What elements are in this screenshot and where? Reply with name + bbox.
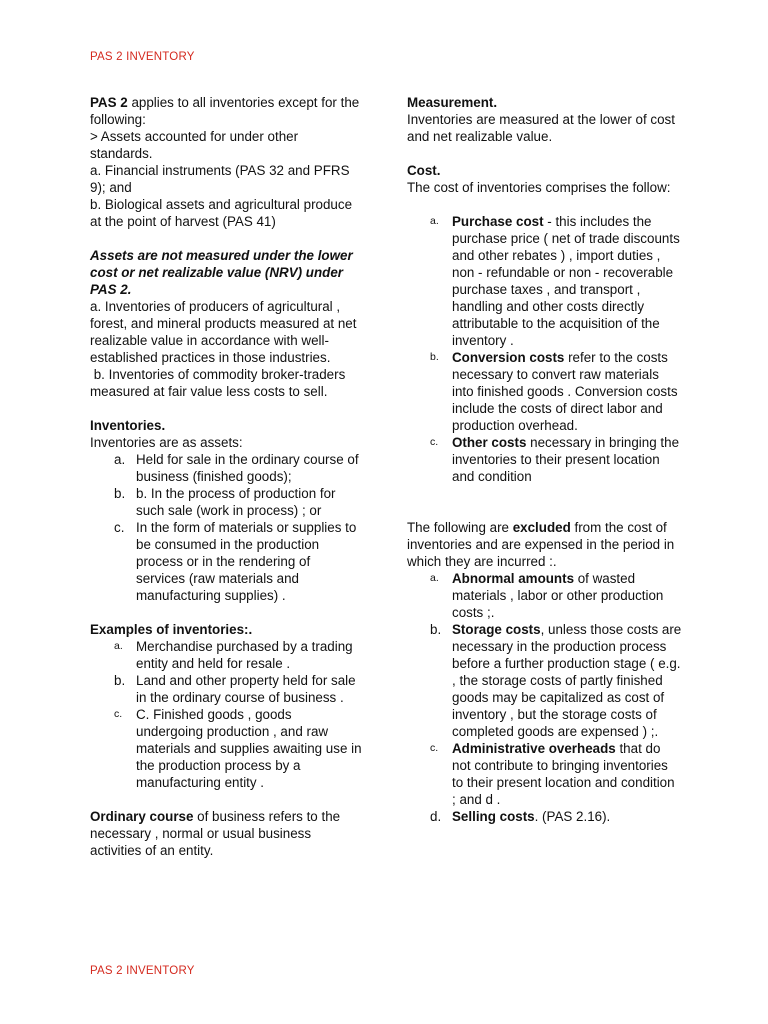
list-item: b. Conversion costs refer to the costs necessary to convert raw materials into finished goods . Conversion costs include the costs of direct labor and production overhead.: [430, 350, 678, 433]
list-item: c. C. Finished goods , goods undergoing production , and raw materials and supplies awaiting use in the production process by a manufacturing entity .: [114, 707, 362, 790]
not-measured-b: b. Inventories of commodity broker-traders measured at fair value less costs to sell.: [90, 367, 350, 399]
examples-list: [90, 638, 362, 791]
cost-heading: Cost.: [407, 163, 441, 178]
list-item: b. Land and other property held for sale in the ordinary course of business .: [114, 673, 356, 705]
intro-line-1: > Assets accounted for under other standards.: [90, 129, 299, 161]
excluded-bold: excluded: [512, 520, 571, 535]
intro-line-2: a. Financial instruments (PAS 32 and PFRS 9); and: [90, 163, 350, 195]
intro-bold: PAS 2: [90, 95, 128, 110]
list-item: a. Held for sale in the ordinary course of business (finished goods);: [114, 452, 359, 484]
list-item: a. Merchandise purchased by a trading entity and held for resale .: [114, 639, 353, 671]
intro-paragraph: [90, 94, 362, 128]
left-column: [90, 94, 362, 859]
list-item: c. Administrative overheads that do not contribute to bringing inventories to their present location and condition ; and d .: [430, 741, 675, 807]
inventories-lead: Inventories are as assets:: [90, 435, 243, 450]
cost-list: [407, 213, 682, 485]
inventories-heading: Inventories.: [90, 418, 166, 433]
list-item: b. Storage costs, unless those costs are necessary in the production process before a further production stage ( e.g. , the storage costs of partly finished goods may be capitalized as cost of inventory , but the storage costs of completed goods are expensed ) ;.: [430, 622, 682, 739]
not-measured-heading: Assets are not measured under the lower cost or net realizable value (NRV) under PAS 2.: [90, 248, 353, 297]
intro-text: applies to all inventories except for the following:: [90, 95, 360, 127]
list-item: c. Other costs necessary in bringing the inventories to their present location and condition: [430, 435, 680, 484]
examples-heading: Examples of inventories:.: [90, 622, 253, 637]
list-item: a. Abnormal amounts of wasted materials , labor or other production costs ;.: [430, 571, 664, 620]
list-item: b. b. In the process of production for such sale (work in process) ; or: [114, 486, 336, 518]
intro-line-3: b. Biological assets and agricultural produce at the point of harvest (PAS 41): [90, 197, 353, 229]
ordinary-course-paragraph: Ordinary course of business refers to the necessary , normal or usual business activities of an entity.: [90, 809, 341, 858]
cost-lead: The cost of inventories comprises the follow:: [407, 180, 671, 195]
list-item: a. Purchase cost - this includes the purchase price ( net of trade discounts and other rebates ) , import duties , non - refundable or non - recoverable purchase taxes , and transport , handling and other costs directly attributable to the acquisition of the inventory .: [430, 214, 680, 348]
list-item: d. Selling costs. (PAS 2.16).: [430, 809, 611, 824]
excluded-lead: The following are excluded from the cost of inventories and are expensed in the period in which they are incurred :.: [407, 520, 675, 569]
excluded-list: [407, 570, 682, 825]
measurement-text: Inventories are measured at the lower of cost and net realizable value.: [407, 112, 675, 144]
not-measured-a: a. Inventories of producers of agricultural , forest, and mineral products measured at net realizable value in accordance with well-established practices in those industries.: [90, 299, 357, 365]
page-footer: PAS 2 INVENTORY: [90, 965, 195, 977]
measurement-heading: Measurement.: [407, 95, 498, 110]
list-item: c. In the form of materials or supplies to be consumed in the production process or in the rendering of services (raw materials and manufacturing supplies) .: [114, 520, 357, 603]
right-column: [407, 94, 682, 825]
ordinary-course-bold: Ordinary course: [90, 809, 194, 824]
page-header: PAS 2 INVENTORY: [90, 51, 195, 63]
inventories-list: [90, 451, 362, 604]
